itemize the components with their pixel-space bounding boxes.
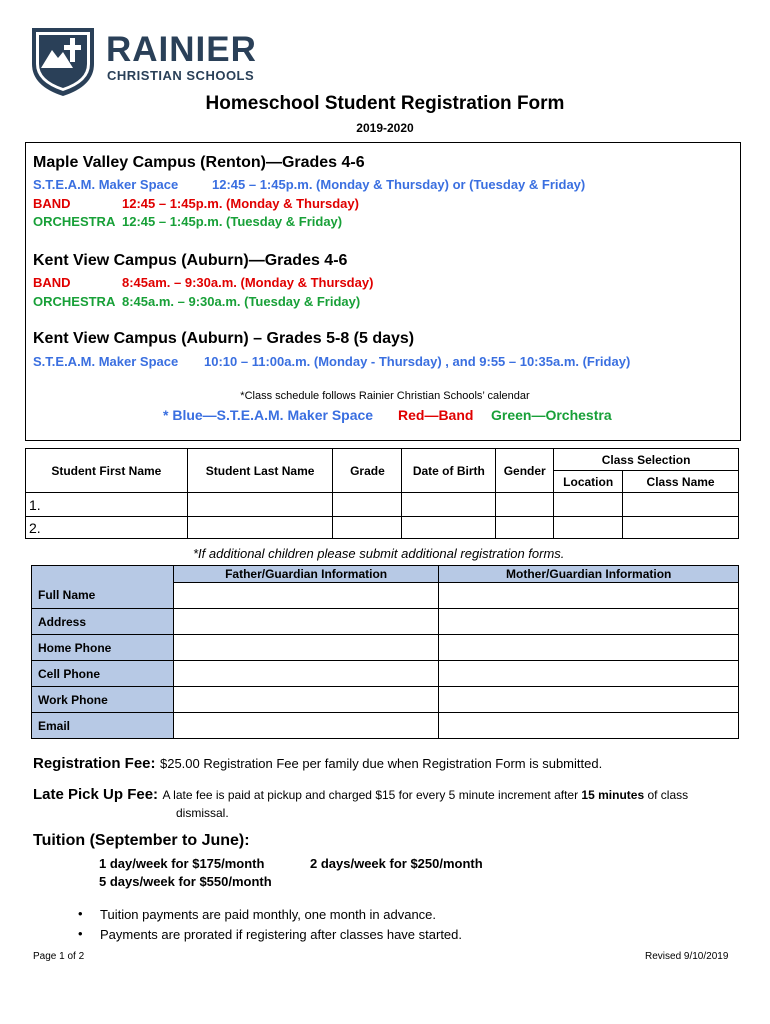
field-label-cell-phone: Cell Phone [32, 661, 174, 687]
grade-field[interactable] [333, 493, 402, 517]
location-field[interactable] [554, 517, 623, 539]
header-class-name: Class Name [623, 471, 739, 493]
mother-full-name-field[interactable] [439, 583, 739, 609]
father-address-field[interactable] [173, 609, 439, 635]
tuition-option-3: 5 days/week for $550/month [99, 874, 272, 889]
tuition-heading: Tuition (September to June): [33, 832, 250, 849]
registration-fee-text: $25.00 Registration Fee per family due when Registration Form is submitted. [159, 756, 603, 771]
header-last-name: Student Last Name [187, 449, 333, 493]
late-fee-text: A late fee is paid at pickup and charged $15 for every 5 minute increment after [162, 788, 582, 802]
header-dob: Date of Birth [402, 449, 496, 493]
tuition-option-1: 1 day/week for $175/month [99, 856, 265, 871]
mother-address-field[interactable] [439, 609, 739, 635]
campus1-steam-time: 12:45 – 1:45p.m. (Monday & Thursday) or (Tuesday & Friday) [212, 177, 586, 192]
header-class-selection: Class Selection [554, 449, 739, 471]
tuition-bullet-1: Tuition payments are paid monthly, one month in advance. [100, 907, 437, 922]
calendar-note: *Class schedule follows Rainier Christian Schools’ calendar [240, 390, 530, 402]
legend-blue: * Blue—S.T.E.A.M. Maker Space [163, 407, 374, 423]
bullet-icon: • [78, 906, 83, 921]
logo-name: RAINIER [106, 30, 257, 69]
late-fee-bold: 15 minutes [581, 788, 645, 802]
tuition-option-2: 2 days/week for $250/month [310, 856, 483, 871]
header-first-name: Student First Name [26, 449, 188, 493]
header-grade: Grade [333, 449, 402, 493]
mother-email-field[interactable] [439, 713, 739, 739]
mother-cell-phone-field[interactable] [439, 661, 739, 687]
legend-green: Green—Orchestra [491, 407, 612, 423]
campus3-steam-label: S.T.E.A.M. Maker Space [33, 354, 179, 369]
tuition-bullet-2: Payments are prorated if registering after classes have started. [100, 927, 463, 942]
revised-date: Revised 9/10/2019 [645, 951, 729, 962]
registration-fee [33, 755, 602, 773]
campus2-orchestra-time: 8:45a.m. – 9:30a.m. (Tuesday & Friday) [122, 294, 361, 309]
campus2-band-time: 8:45am. – 9:30a.m. (Monday & Thursday) [122, 275, 374, 290]
registration-fee-label: Registration Fee: [33, 755, 156, 772]
location-field[interactable] [554, 493, 623, 517]
late-fee-text3: dismissal. [176, 806, 229, 820]
campus3-steam-time: 10:10 – 11:00a.m. (Monday - Thursday) , and 9:55 – 10:35a.m. (Friday) [204, 354, 631, 369]
campus1-orchestra-time: 12:45 – 1:45p.m. (Tuesday & Friday) [122, 214, 343, 229]
table-row [26, 517, 739, 539]
additional-children-note: *If additional children please submit additional registration forms. [193, 546, 565, 561]
class-name-field[interactable] [623, 517, 739, 539]
father-home-phone-field[interactable] [173, 635, 439, 661]
shield-cross-icon [30, 24, 96, 98]
campus1-band-time: 12:45 – 1:45p.m. (Monday & Thursday) [122, 196, 359, 211]
gender-field[interactable] [496, 517, 554, 539]
row-number: 1. [26, 493, 188, 517]
campus1-steam-label: S.T.E.A.M. Maker Space [33, 177, 179, 192]
field-label-full-name: Full Name [32, 583, 174, 609]
field-label-email: Email [32, 713, 174, 739]
father-work-phone-field[interactable] [173, 687, 439, 713]
class-name-field[interactable] [623, 493, 739, 517]
campus1-band-label: BAND [33, 196, 71, 211]
field-label-work-phone: Work Phone [32, 687, 174, 713]
father-full-name-field[interactable] [173, 583, 439, 609]
page-title: Homeschool Student Registration Form [205, 93, 565, 114]
father-email-field[interactable] [173, 713, 439, 739]
dob-field[interactable] [402, 517, 496, 539]
late-fee-label: Late Pick Up Fee: [33, 786, 159, 803]
father-header: Father/Guardian Information [173, 566, 439, 583]
late-fee-text2: of class [644, 788, 689, 802]
mother-home-phone-field[interactable] [439, 635, 739, 661]
legend-red: Red—Band [398, 407, 474, 423]
table-row [26, 493, 739, 517]
mother-header: Mother/Guardian Information [439, 566, 739, 583]
row-number: 2. [26, 517, 188, 539]
grade-field[interactable] [333, 517, 402, 539]
guardian-table [31, 565, 739, 739]
campus1-heading: Maple Valley Campus (Renton)—Grades 4-6 [33, 154, 365, 171]
campus3-heading: Kent View Campus (Auburn) – Grades 5-8 (5 days) [33, 330, 415, 347]
gender-field[interactable] [496, 493, 554, 517]
page-number: Page 1 of 2 [33, 951, 85, 962]
header-location: Location [554, 471, 623, 493]
header-gender: Gender [496, 449, 554, 493]
campus2-orchestra-label: ORCHESTRA [33, 294, 116, 309]
field-label-address: Address [32, 609, 174, 635]
bullet-icon: • [78, 926, 83, 941]
last-name-field[interactable] [187, 517, 333, 539]
guardian-blank-header [32, 566, 174, 583]
father-cell-phone-field[interactable] [173, 661, 439, 687]
school-logo [30, 24, 270, 100]
late-fee [33, 786, 688, 804]
dob-field[interactable] [402, 493, 496, 517]
logo-subtitle: CHRISTIAN SCHOOLS [107, 68, 255, 83]
campus1-orchestra-label: ORCHESTRA [33, 214, 116, 229]
school-year: 2019-2020 [356, 121, 414, 135]
campus2-band-label: BAND [33, 275, 71, 290]
campus2-heading: Kent View Campus (Auburn)—Grades 4-6 [33, 252, 348, 269]
student-table [25, 448, 739, 539]
mother-work-phone-field[interactable] [439, 687, 739, 713]
field-label-home-phone: Home Phone [32, 635, 174, 661]
last-name-field[interactable] [187, 493, 333, 517]
